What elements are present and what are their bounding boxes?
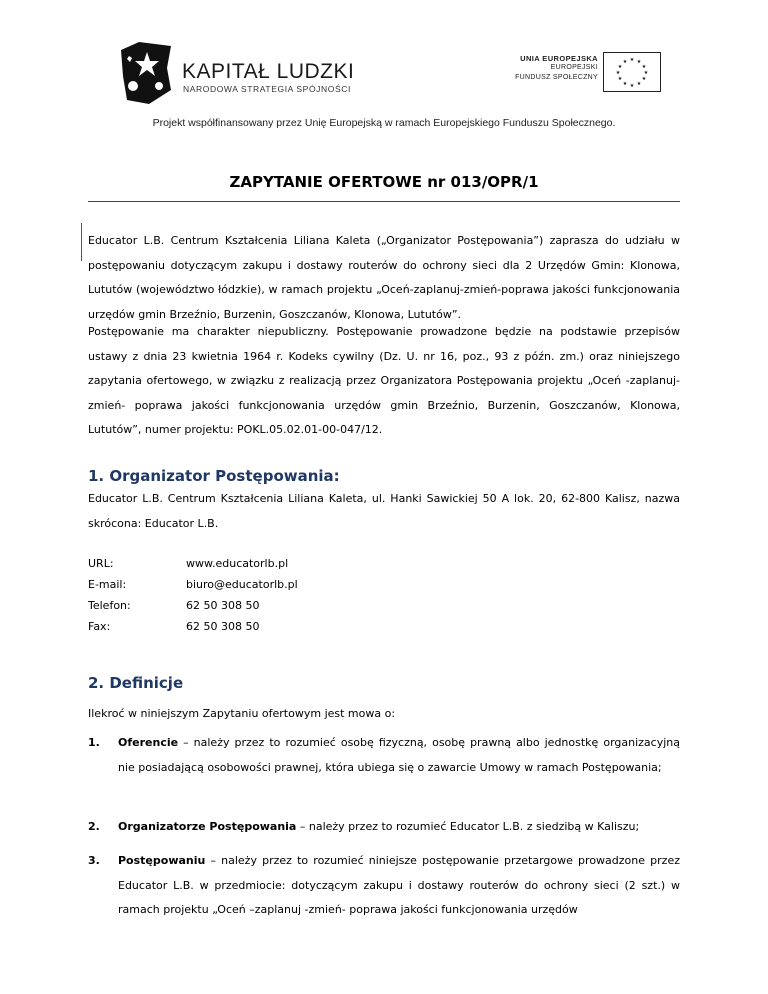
svg-text:★: ★ bbox=[643, 70, 649, 76]
svg-text:★: ★ bbox=[622, 59, 628, 65]
eu-flag-icon bbox=[603, 52, 661, 92]
change-bar bbox=[81, 223, 82, 261]
organizer-paragraph: Educator L.B. Centrum Kształcenia Liliana Kaleta, ul. Hanki Sawickiej 50 A lok. 20, 62-800 Kalisz, nazwa skrócona: Educator L.B. bbox=[88, 492, 680, 530]
svg-text:★: ★ bbox=[636, 81, 642, 87]
cofinancing-note: Projekt współfinansowany przez Unię Europejską w ramach Europejskiego Funduszu Społecznego. bbox=[152, 117, 616, 129]
eu-fund-line2: FUNDUSZ SPOŁECZNY bbox=[515, 74, 598, 81]
definition-body: – należy przez to rozumieć Educator L.B. z siedzibą w Kaliszu; bbox=[296, 820, 640, 833]
svg-text:★: ★ bbox=[636, 59, 642, 65]
contact-label: Fax: bbox=[88, 620, 111, 633]
svg-text:★: ★ bbox=[629, 83, 635, 89]
legal-basis-paragraph: Postępowanie ma charakter niepubliczny. Postępowanie prowadzone będzie na podstawie przepisów ustawy z dnia 23 kwietnia 1964 r. Kodeks cywilny (Dz. U. nr 16, poz., 93 z późn. zm.) oraz niniejszego zapytania ofertowego, w związku z realizacją przez Organizatora Postępowania projektu „Oceń -zaplanuj-zmień- poprawa jakości funkcjonowania urzędów gmin Brzeźnio, Burzenin, Goszczanów, Klonowa, Lututów”, numer projektu: POKL.05.02.01-00-047/12. bbox=[88, 325, 680, 436]
contact-url[interactable]: www.educatorlb.pl bbox=[186, 557, 289, 570]
document-title: ZAPYTANIE OFERTOWE nr 013/OPR/1 bbox=[229, 173, 539, 191]
svg-text:★: ★ bbox=[629, 57, 635, 63]
contact-label: URL: bbox=[88, 557, 114, 570]
brand-subtitle: NARODOWA STRATEGIA SPÓJNOŚCI bbox=[183, 84, 351, 94]
intro-paragraph: Educator L.B. Centrum Kształcenia Liliana Kaleta („Organizator Postępowania”) zaprasza do udziału w postępowaniu dotyczącym zakupu i dostawy routerów do ochrony sieci dla 2 Urzędów Gmin: Klonowa, Lututów (województwo łódzkie), w ramach projektu „Oceń-zaplanuj-zmień-poprawa jakości funkcjonowania urzędów gmin Brzeźnio, Burzenin, Goszczanów, Klonowa, Lututów”. bbox=[88, 234, 680, 321]
definition-text bbox=[118, 815, 680, 840]
definition-term: Oferencie bbox=[118, 736, 179, 749]
svg-text:★: ★ bbox=[617, 64, 623, 70]
svg-text:★: ★ bbox=[622, 81, 628, 87]
title-divider bbox=[88, 201, 680, 202]
definition-number: 3. bbox=[88, 854, 100, 867]
definition-number: 1. bbox=[88, 736, 100, 749]
svg-text:★: ★ bbox=[641, 76, 647, 82]
kapital-ludzki-logo bbox=[121, 42, 171, 104]
definition-term: Postępowaniu bbox=[118, 854, 206, 867]
contact-label: Telefon: bbox=[88, 599, 131, 612]
definition-body: – należy przez to rozumieć niniejsze postępowanie przetargowe prowadzone przez Educator L.B. w przedmiocie: dotyczącym zakupu i dostawy routerów do ochrony sieci (2 szt.) w ramach projektu „Oceń –zaplanuj -zmień- poprawa jakości funkcjonowania urzędów bbox=[118, 854, 680, 916]
definition-text bbox=[118, 849, 680, 923]
section-heading-organizer: 1. Organizator Postępowania: bbox=[88, 467, 340, 485]
eu-fund-line1: EUROPEJSKI bbox=[550, 64, 598, 71]
definitions-intro: Ilekroć w niniejszym Zapytaniu ofertowym jest mowa o: bbox=[88, 707, 396, 720]
definition-term: Organizatorze Postępowania bbox=[118, 820, 297, 833]
contact-fax: 62 50 308 50 bbox=[186, 620, 260, 633]
eu-title: UNIA EUROPEJSKA bbox=[520, 54, 598, 63]
contact-label: E-mail: bbox=[88, 578, 127, 591]
svg-text:★: ★ bbox=[617, 76, 623, 82]
svg-text:★: ★ bbox=[641, 64, 647, 70]
contact-email[interactable]: biuro@educatorlb.pl bbox=[186, 578, 298, 591]
brand-name: KAPITAŁ LUDZKI bbox=[182, 60, 355, 83]
definition-body: – należy przez to rozumieć osobę fizyczną, osobę prawną albo jednostkę organizacyjną nie posiadającą osobowości prawnej, która ubiega się o zawarcie Umowy w ramach Postępowania; bbox=[118, 736, 680, 774]
eu-label bbox=[515, 54, 598, 83]
definition-text bbox=[118, 731, 680, 780]
section-heading-definitions: 2. Definicje bbox=[88, 674, 184, 692]
svg-text:★: ★ bbox=[615, 70, 621, 76]
contact-phone: 62 50 308 50 bbox=[186, 599, 260, 612]
definition-number: 2. bbox=[88, 820, 100, 833]
